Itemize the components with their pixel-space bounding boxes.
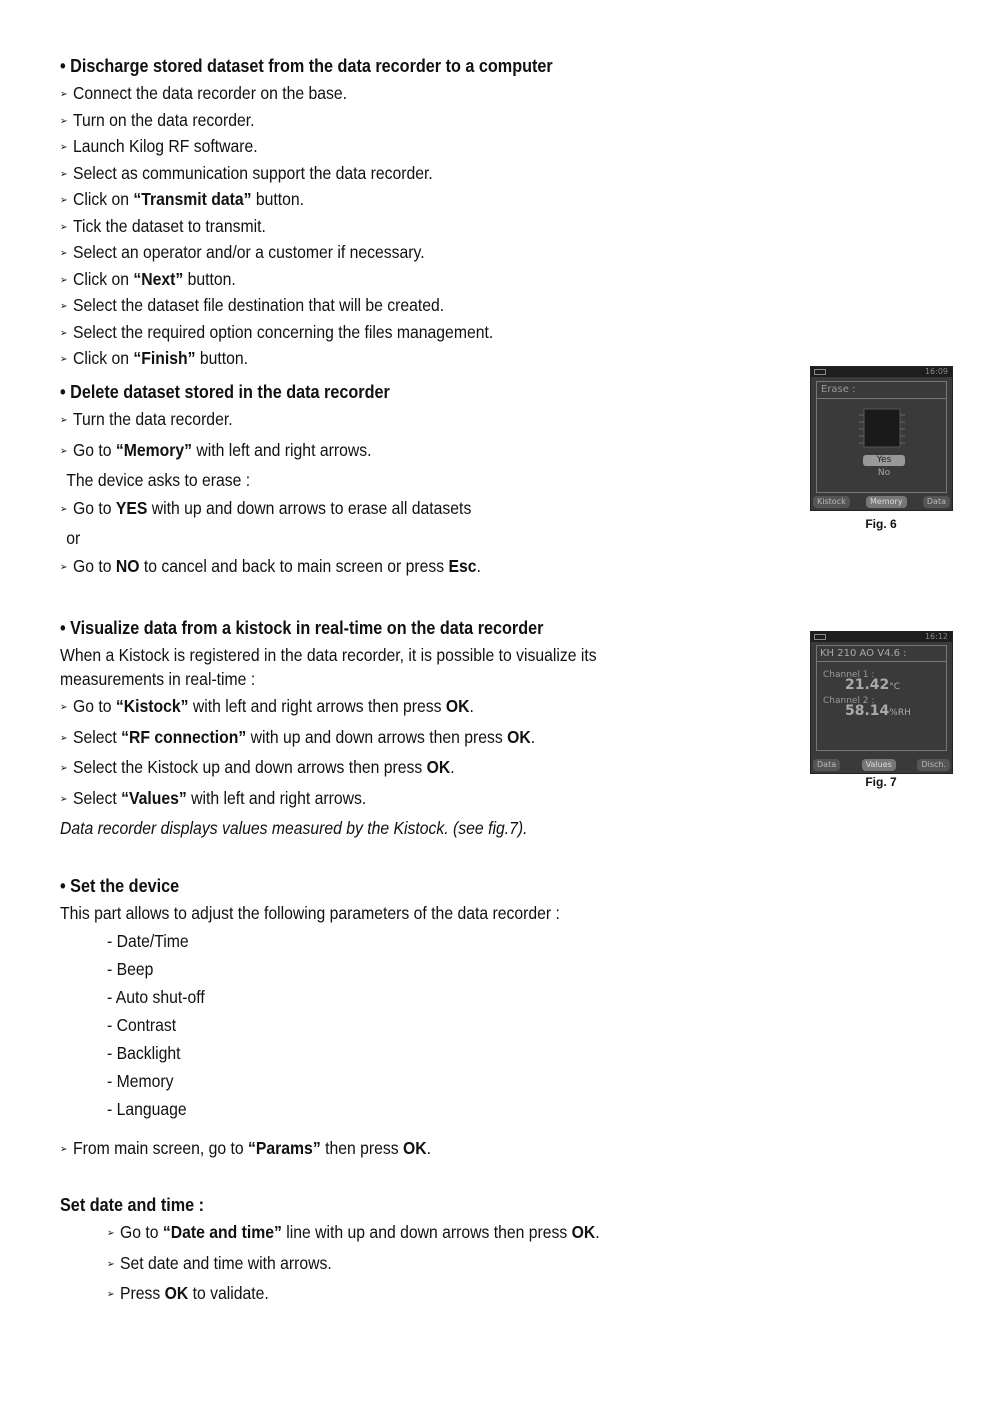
screen-title: KH 210 AO V4.6 : xyxy=(816,645,947,662)
tab-kistock: Kistock xyxy=(813,496,850,508)
date-time-steps xyxy=(60,1221,760,1309)
list-item: ➢ Select the Kistock up and down arrows then press OK. xyxy=(60,757,455,777)
param-item: - Language xyxy=(107,1099,187,1119)
channel1-value: 21.42°C xyxy=(845,677,901,693)
list-item: ➢ Select “Values” with left and right arrows. xyxy=(60,787,367,808)
list-item: ➢ From main screen, go to “Params” then press OK. xyxy=(60,1137,432,1158)
section-visualize xyxy=(60,616,760,841)
heading-visualize: • Visualize data from a kistock in real-time on the data recorder xyxy=(60,618,544,638)
figure-values-screen xyxy=(810,631,953,774)
list-item: ➢ Go to “Date and time” line with up and down arrows then press OK. xyxy=(107,1222,600,1242)
param-item: - Memory xyxy=(107,1071,174,1091)
list-item: ➢ Go to NO to cancel and back to main screen or press Esc. xyxy=(60,555,481,576)
text-line: or xyxy=(66,528,81,548)
screen-body xyxy=(816,397,947,493)
list-item: ➢ Select as communication support the data recorder. xyxy=(60,162,433,183)
list-item: ➢ Select “RF connection” with up and down arrows then press OK. xyxy=(60,726,536,747)
list-item: ➢ Turn on the data recorder. xyxy=(60,109,255,130)
discharge-steps xyxy=(60,82,760,374)
text-line: The device asks to erase : xyxy=(66,470,251,490)
heading-delete: • Delete dataset stored in the data recorder xyxy=(60,382,390,402)
text-line: This part allows to adjust the following parameters of the data recorder : xyxy=(60,903,560,923)
section-discharge xyxy=(60,54,760,374)
list-item: ➢ Tick the dataset to transmit. xyxy=(60,215,266,236)
heading-date-time: Set date and time : xyxy=(60,1195,205,1215)
tab-disch: Disch. xyxy=(917,759,950,771)
list-item: ➢ Go to “Memory” with left and right arrows. xyxy=(60,439,372,460)
section-date-time xyxy=(60,1193,760,1309)
list-item: ➢ Go to “Kistock” with left and right arrows then press OK. xyxy=(60,696,474,716)
figure-erase-screen xyxy=(810,366,953,511)
screen-clock: 16:09 xyxy=(811,367,952,377)
list-item: ➢ Press OK to validate. xyxy=(107,1283,269,1303)
figure-caption: Fig. 6 xyxy=(865,517,897,531)
list-item: ➢ Click on “Transmit data” button. xyxy=(60,189,305,209)
param-item: - Contrast xyxy=(107,1015,177,1035)
list-item: ➢ Click on “Finish” button. xyxy=(60,348,249,368)
list-item: ➢ Launch Kilog RF software. xyxy=(60,136,258,156)
section-set-device xyxy=(60,874,760,1163)
battery-icon xyxy=(814,634,826,640)
list-item: ➢ Click on “Next” button. xyxy=(60,268,236,289)
list-item: ➢ Connect the data recorder on the base. xyxy=(60,83,348,103)
channel2-value: 58.14%RH xyxy=(845,703,911,719)
screen-clock: 16:12 xyxy=(811,632,952,642)
no-option: No xyxy=(877,468,891,478)
section-delete xyxy=(60,380,760,581)
list-item: ➢ Select an operator and/or a customer if necessary. xyxy=(60,242,425,262)
list-item: ➢ Select the required option concerning the files management. xyxy=(60,321,494,342)
figure-caption: Fig. 7 xyxy=(865,775,897,789)
params-list xyxy=(60,930,760,1122)
heading-discharge: • Discharge stored dataset from the data recorder to a computer xyxy=(60,56,553,76)
channel2-label: Channel 2 : xyxy=(823,696,875,706)
screen-tabs xyxy=(813,759,950,771)
yes-option: Yes xyxy=(863,455,905,466)
battery-icon xyxy=(814,369,826,375)
list-item: ➢ Turn the data recorder. xyxy=(60,409,233,429)
tab-data: Data xyxy=(813,759,840,771)
screen-body xyxy=(816,660,947,751)
note-line: Data recorder displays values measured by the Kistock. (see fig.7). xyxy=(60,818,528,838)
tab-memory: Memory xyxy=(866,496,907,508)
heading-set-device: • Set the device xyxy=(60,876,180,896)
tab-values: Values xyxy=(862,759,896,771)
list-item: ➢ Set date and time with arrows. xyxy=(107,1252,332,1273)
screen-title: Erase : xyxy=(816,381,947,399)
list-item: ➢ Go to YES with up and down arrows to erase all datasets xyxy=(60,497,472,518)
param-item: - Backlight xyxy=(107,1043,181,1063)
tab-data: Data xyxy=(923,496,950,508)
screen-tabs xyxy=(813,496,950,508)
param-item: - Auto shut-off xyxy=(107,987,205,1007)
list-item: ➢ Select the dataset file destination that will be created. xyxy=(60,295,445,315)
param-item: - Beep xyxy=(107,959,154,979)
channel1-label: Channel 1 : xyxy=(823,670,875,680)
text-line: When a Kistock is registered in the data recorder, it is possible to visualize its xyxy=(60,645,597,665)
param-item: - Date/Time xyxy=(107,931,189,951)
text-line: measurements in real-time : xyxy=(60,668,256,689)
